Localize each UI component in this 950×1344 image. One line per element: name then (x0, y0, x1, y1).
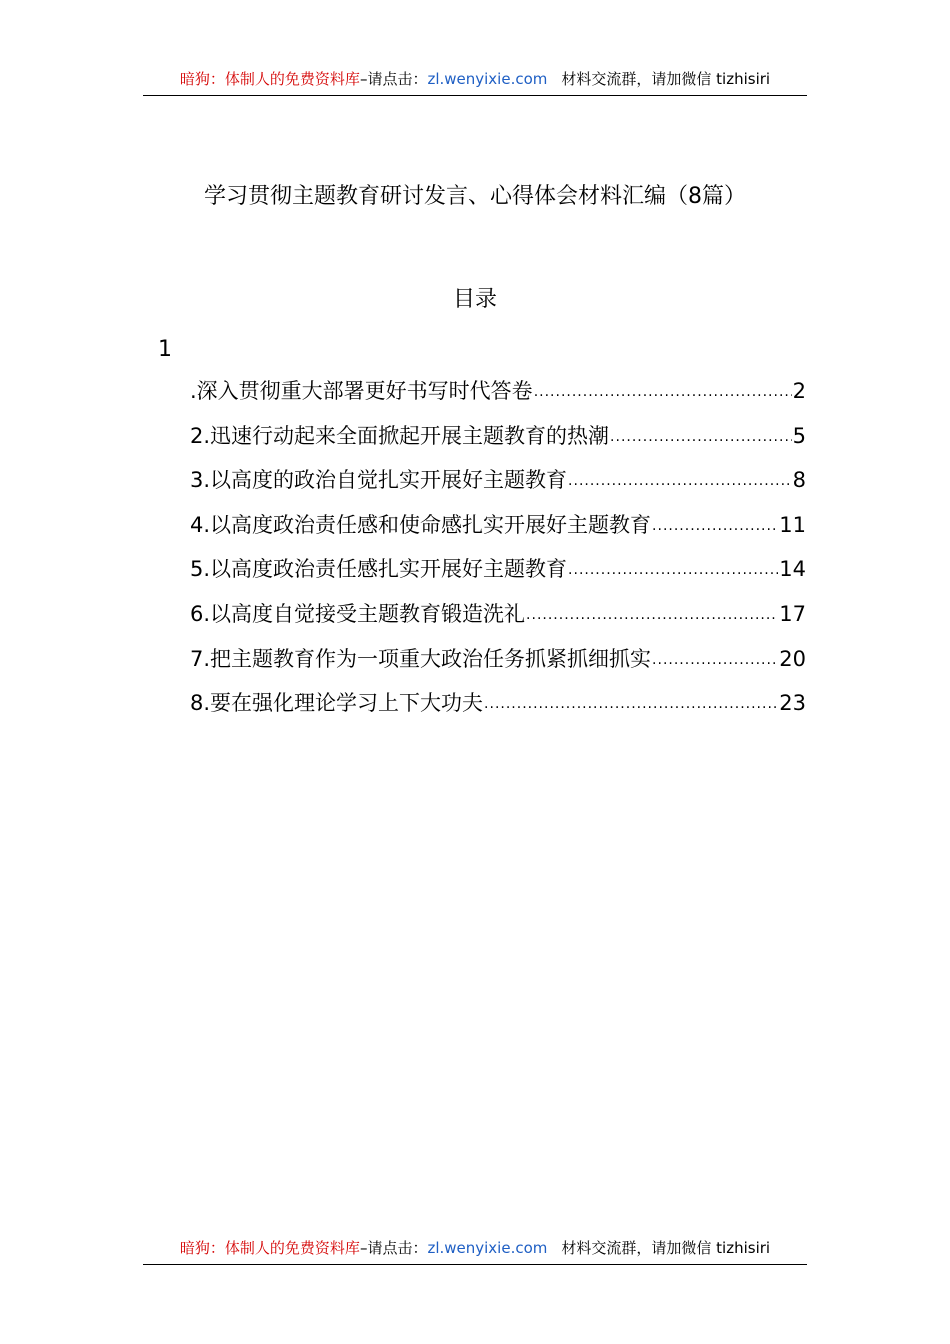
toc-entry[interactable] (190, 372, 806, 417)
toc-entry[interactable] (190, 684, 806, 729)
toc-leader (484, 685, 778, 723)
toc-entry-title: 3.以高度的政治自觉扎实开展好主题教育 (190, 468, 568, 493)
banner-separator: –请点击： (359, 1239, 428, 1257)
toc-leader (568, 551, 778, 589)
toc-leader (534, 373, 792, 411)
toc-entry-title: 4.以高度政治责任感和使命感扎实开展好主题教育 (190, 512, 652, 537)
toc-entry-title: 6.以高度自觉接受主题教育锻造洗礼 (190, 601, 526, 626)
toc-leader (568, 462, 792, 500)
toc-entry[interactable] (190, 550, 806, 595)
banner-link[interactable]: zl.wenyixie.com (427, 1239, 548, 1257)
toc-leader (652, 507, 778, 545)
toc-leader (526, 596, 778, 634)
toc-leader (610, 418, 792, 456)
toc-entry[interactable] (190, 595, 806, 640)
document-title: 学习贯彻主题教育研讨发言、心得体会材料汇编（8篇） (204, 184, 746, 209)
banner-separator: –请点击： (359, 70, 428, 88)
toc-heading: 目录 (452, 287, 497, 312)
toc-entry-page: 8 (792, 468, 806, 493)
toc-entry-title: 5.以高度政治责任感扎实开展好主题教育 (190, 557, 568, 582)
toc-entry-title: .深入贯彻重大部署更好书写时代答卷 (190, 379, 533, 403)
banner-contact: 材料交流群，请加微信 tizhisiri (561, 1239, 771, 1257)
toc-entry-title: 2.迅速行动起来全面掀起开展主题教育的热潮 (190, 423, 610, 448)
table-of-contents (190, 372, 806, 729)
banner-link[interactable]: zl.wenyixie.com (427, 70, 548, 88)
stray-number: 1 (158, 337, 172, 362)
footer-banner (143, 1237, 807, 1265)
toc-entry-title: 8.要在强化理论学习上下大功夫 (190, 691, 484, 716)
toc-entry[interactable] (190, 417, 806, 462)
toc-entry-page: 23 (779, 691, 806, 716)
toc-entry-page: 5 (792, 423, 806, 448)
toc-entry-title: 7.把主题教育作为一项重大政治任务抓紧抓细抓实 (190, 646, 652, 671)
toc-leader (652, 641, 778, 679)
header-banner (143, 68, 807, 96)
toc-entry-page: 11 (779, 512, 806, 537)
banner-contact: 材料交流群，请加微信 tizhisiri (561, 70, 771, 88)
toc-entry[interactable] (190, 506, 806, 551)
toc-entry-page: 14 (779, 557, 806, 582)
toc-entry-page: 20 (779, 646, 806, 671)
banner-brand: 暗狗：体制人的免费资料库 (179, 1239, 360, 1257)
banner-brand: 暗狗：体制人的免费资料库 (179, 70, 360, 88)
toc-entry[interactable] (190, 461, 806, 506)
toc-entry[interactable] (190, 640, 806, 685)
toc-entry-page: 2 (792, 379, 806, 403)
toc-entry-page: 17 (779, 601, 806, 626)
